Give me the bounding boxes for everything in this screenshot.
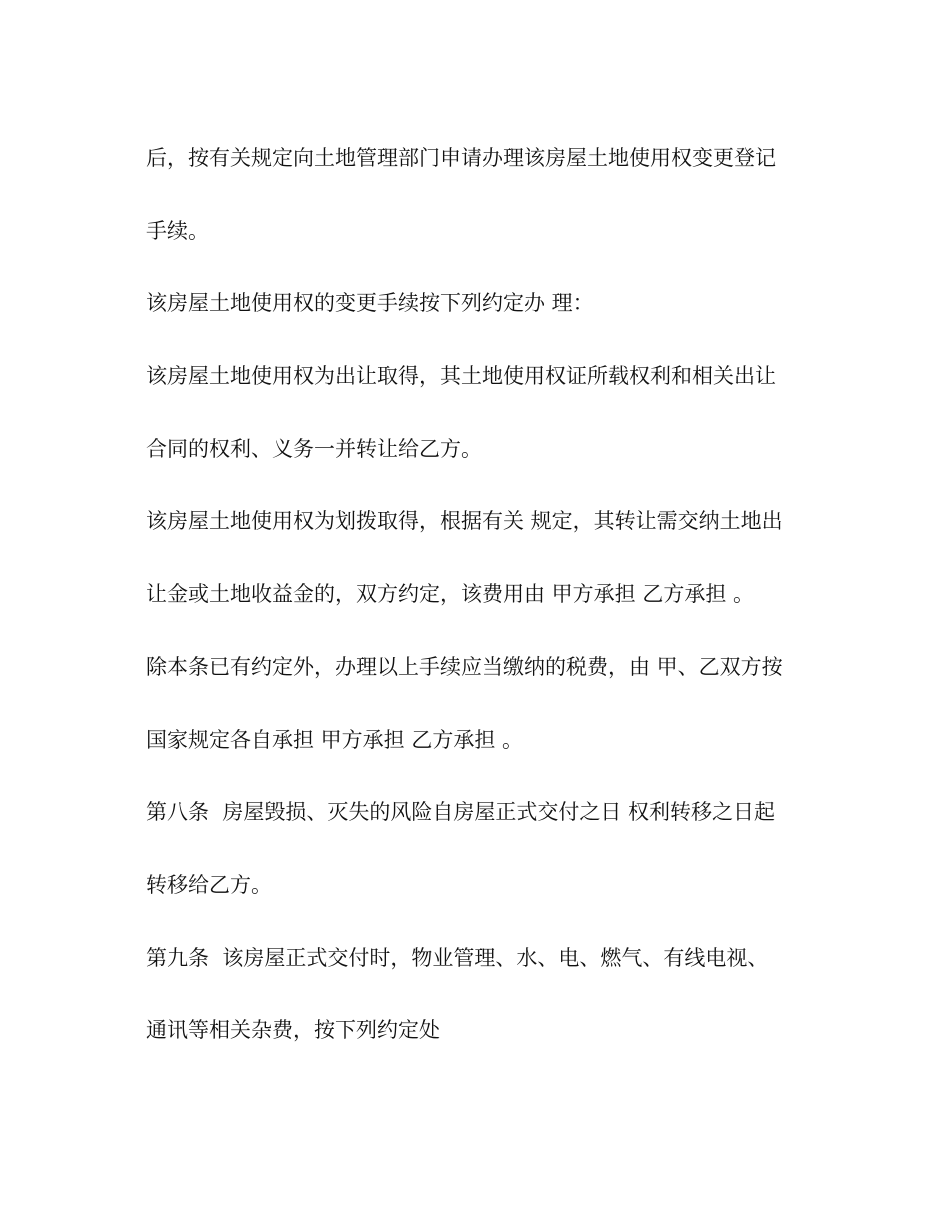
text-line: 手续。 [146, 218, 209, 243]
text-line: 合同的权利、义务一并转让给乙方。 [146, 436, 482, 461]
text-line: 该房屋土地使用权为划拨取得，根据有关 规定，其转让需交纳土地出 [146, 509, 783, 534]
text-line: 该房屋土地使用权的变更手续按下列约定办 理： [146, 291, 594, 316]
text-line: 通讯等相关杂费，按下列约定处 [146, 1018, 440, 1043]
document-body [146, 140, 826, 1085]
text-line: 让金或土地收益金的，双方约定，该费用由 甲方承担 乙方承担 。 [146, 582, 755, 607]
article-9-line: 第九条 该房屋正式交付时，物业管理、水、电、燃气、有线电视、 [146, 945, 769, 970]
article-8-line: 第八条 房屋毁损、灭失的风险自房屋正式交付之日 权利转移之日起 [146, 800, 776, 825]
text-line: 转移给乙方。 [146, 872, 272, 897]
text-line: 该房屋土地使用权为出让取得，其土地使用权证所载权利和相关出让 [146, 364, 776, 389]
text-line: 后，按有关规定向土地管理部门申请办理该房屋土地使用权变更登记 [146, 146, 776, 170]
text-line: 国家规定各自承担 甲方承担 乙方承担 。 [146, 727, 524, 752]
text-line: 除本条已有约定外，办理以上手续应当缴纳的税费，由 甲、乙双方按 [146, 654, 783, 679]
